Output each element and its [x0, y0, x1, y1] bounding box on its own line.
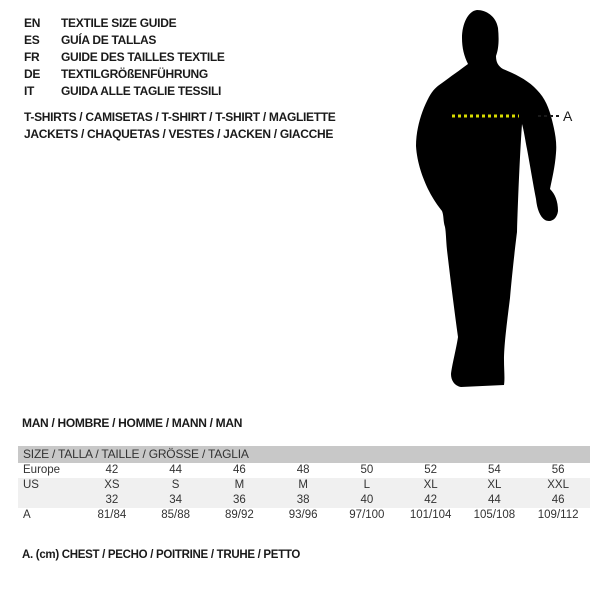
table-cell: 42	[424, 494, 438, 506]
table-cell: 93/96	[288, 509, 318, 521]
table-cell: 34	[169, 494, 183, 506]
row-label: A	[23, 509, 31, 521]
language-code: IT	[24, 84, 35, 98]
table-cell: 97/100	[349, 509, 385, 521]
language-list	[24, 15, 225, 100]
row-label	[18, 493, 80, 508]
language-label: TEXTILE SIZE GUIDE	[61, 16, 177, 30]
language-code: FR	[24, 50, 40, 64]
table-cell: 46	[551, 494, 565, 506]
table-cell: 105/108	[473, 509, 516, 521]
table-cell: XS	[104, 479, 120, 491]
size-table	[18, 446, 590, 523]
table-cell: M	[298, 479, 308, 491]
table-cell: L	[363, 479, 371, 491]
language-row	[24, 49, 225, 66]
language-label: TEXTILGRÖßENFÜHRUNG	[61, 67, 208, 81]
table-cell: M	[234, 479, 245, 491]
garment-categories	[24, 109, 336, 143]
table-cell: 81/84	[97, 509, 127, 521]
table-cell: 85/88	[161, 509, 191, 521]
language-code: DE	[24, 67, 41, 81]
table-cell: 54	[487, 464, 501, 476]
section-title-man: MAN / HOMBRE / HOMME / MANN / MAN	[22, 416, 243, 430]
language-label: GUIDA ALLE TAGLIE TESSILI	[61, 84, 222, 98]
row-label: US	[23, 479, 39, 491]
language-row	[24, 15, 225, 32]
measure-label-a: A	[563, 108, 573, 124]
table-cell: 101/104	[409, 509, 452, 521]
table-cell: 56	[551, 464, 565, 476]
language-code: ES	[24, 33, 40, 47]
language-row	[24, 66, 225, 83]
table-row-europe	[18, 463, 590, 478]
table-cell: 38	[296, 494, 310, 506]
table-cell: XL	[487, 479, 502, 491]
table-row-chest-cm	[18, 508, 590, 523]
table-row-us-numeric	[18, 493, 590, 508]
table-cell: 44	[169, 464, 183, 476]
man-silhouette	[416, 10, 558, 387]
table-cell: 42	[105, 464, 119, 476]
table-cell: 48	[296, 464, 310, 476]
table-cell: 46	[232, 464, 246, 476]
table-cell: 32	[105, 494, 119, 506]
language-row	[24, 83, 225, 100]
man-silhouette-figure	[400, 0, 600, 400]
table-cell: 50	[360, 464, 374, 476]
man-silhouette-svg	[400, 0, 600, 400]
language-label: GUIDE DES TAILLES TEXTILE	[61, 50, 225, 64]
row-label: Europe	[23, 464, 61, 476]
measurement-footnote: A. (cm) CHEST / PECHO / POITRINE / TRUHE / PETTO	[22, 549, 301, 561]
table-cell: S	[171, 479, 180, 491]
table-cell: XL	[423, 479, 438, 491]
language-code: EN	[24, 16, 41, 30]
category-jackets: JACKETS / CHAQUETAS / VESTES / JACKEN / GIACCHE	[24, 127, 334, 141]
table-cell: 44	[487, 494, 501, 506]
table-cell: 89/92	[224, 509, 254, 521]
table-cell: 52	[424, 464, 438, 476]
language-row	[24, 32, 225, 49]
table-cell: 40	[360, 494, 374, 506]
table-row-us-letter	[18, 478, 590, 493]
language-label: GUÍA DE TALLAS	[61, 33, 157, 47]
table-cell: XXL	[547, 479, 569, 491]
table-cell: 36	[232, 494, 246, 506]
category-tshirts: T-SHIRTS / CAMISETAS / T-SHIRT / T-SHIRT / MAGLIETTE	[24, 110, 336, 124]
table-cell: 109/112	[537, 509, 579, 521]
size-table-header: SIZE / TALLA / TAILLE / GRÖSSE / TAGLIA	[18, 446, 590, 463]
